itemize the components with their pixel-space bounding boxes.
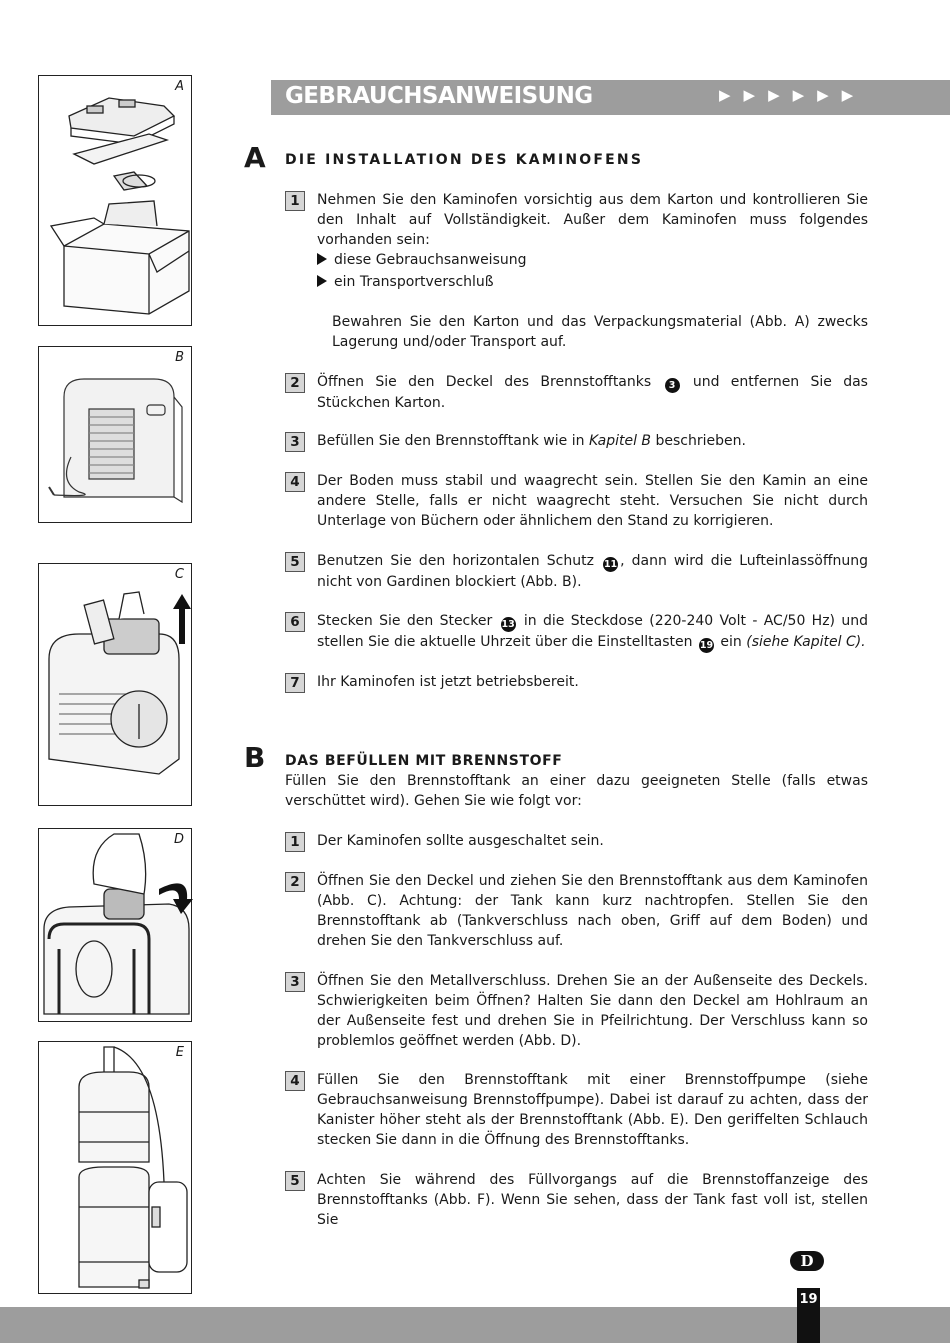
page-title: GEBRAUCHSANWEISUNG [285, 83, 593, 109]
component-ref: 13 [501, 619, 515, 630]
step-text: Achten Sie während des Füllvorgangs auf die Brennstoffanzeige des Brennstofftanks (Abb. F). Wenn Sie sehen, dass der Tank fast voll ist, stellen Sie [317, 1172, 868, 1228]
page-number: 19 [797, 1288, 820, 1343]
figure-label: B [175, 350, 184, 365]
step-number: 1 [285, 832, 305, 852]
figure-label: D [173, 832, 184, 847]
step-text: Befüllen Sie den Brennstofftank wie in Kapitel B beschrieben. [317, 433, 746, 449]
section-title-a: DIE INSTALLATION DES KAMINOFENS [285, 152, 644, 168]
bullet-item: diese Gebrauchsanweisung [317, 250, 527, 270]
figure-label: C [174, 567, 184, 582]
note-text: Bewahren Sie den Karton und das Verpackungsmaterial (Abb. A) zwecks Lagerung und/oder Transport auf. [332, 314, 868, 350]
step-text: Der Boden muss stabil und waagrecht sein. Stellen Sie den Kamin an eine andere Stelle, falls er nicht waagrecht steht. Versuchen Sie nicht durch Unterlage von Büchern oder ähnlichem den Stand zu korrigieren. [317, 473, 868, 529]
step-number: 5 [285, 1171, 305, 1191]
figure-c [38, 563, 192, 806]
step-number: 3 [285, 432, 305, 452]
step-text: Ihr Kaminofen ist jetzt betriebsbereit. [317, 674, 579, 690]
step-number: 2 [285, 872, 305, 892]
fuel-pump-illustration [39, 1042, 193, 1295]
section-title-b: DAS BEFÜLLEN MIT BRENNSTOFF [285, 753, 563, 769]
step-number: 3 [285, 972, 305, 992]
triangle-bullet-icon [317, 275, 327, 287]
step-number: 7 [285, 673, 305, 693]
section-letter-b: B [244, 741, 266, 774]
figure-d [38, 828, 192, 1022]
figure-label: E [175, 1045, 184, 1060]
heater-back-illustration [39, 347, 193, 524]
bullet-item: ein Transportverschluß [317, 272, 494, 292]
triangle-bullet-icon [317, 253, 327, 265]
figure-b [38, 346, 192, 523]
step-text: Öffnen Sie den Deckel des Brennstofftanks 3 und entfernen Sie das Stückchen Karton. [317, 374, 868, 411]
header-bar [271, 80, 950, 115]
step-text: Benutzen Sie den horizontalen Schutz 11 , dann wird die Lufteinlassöffnung nicht von Gardinen blockiert (Abb. B). [317, 553, 869, 590]
section-intro: Füllen Sie den Brennstofftank an einer dazu geeigneten Stelle (falls etwas verschüttet wird). Gehen Sie wie folgt vor: [285, 773, 868, 809]
component-ref: 19 [699, 640, 714, 651]
step-text: Nehmen Sie den Kaminofen vorsichtig aus dem Karton und kontrollieren Sie den Inhalt auf Vollständigkeit. Außer dem Kaminofen muss folgendes vorhanden sein: [317, 192, 868, 248]
header-arrows: ▶▶▶▶▶▶ [719, 86, 867, 104]
step-text: Öffnen Sie den Metallverschluss. Drehen Sie an der Außenseite des Deckels. Schwierigkeiten beim Öffnen? Halten Sie dann den Deckel am Hohlraum an der Außenseite fest und drehen Sie in Pfeilrichtung. Der Verschluss kann so problemlos geöffnet werden (Abb. D). [317, 973, 868, 1049]
step-text: Füllen Sie den Brennstofftank mit einer Brennstoffpumpe (siehe Gebrauchsanweisung Brennstoffpumpe). Dabei ist darauf zu achten, dass der Kanister höher steht als der Brennstofftank (Abb. E). Den geriffelten Schlauch stecken Sie dann in die Öffnung des Brennstofftanks. [317, 1072, 868, 1148]
step-number: 6 [285, 612, 305, 632]
figure-e [38, 1041, 192, 1294]
cap-opening-illustration [39, 829, 193, 1023]
step-text: Öffnen Sie den Deckel und ziehen Sie den Brennstofftank aus dem Kaminofen (Abb. C). Achtung: der Tank kann kurz nachtropfen. Stellen Sie den Brennstofftank ab (Tankverschluss nach oben, Griff auf dem Boden) und drehen Sie den Tankverschluss auf. [317, 873, 868, 949]
step-text: Stecken Sie den Stecker 13 in die Steckdose (220-240 Volt - AC/50 Hz) und stellen Sie die aktuelle Uhrzeit über die Einstelltasten 19 ein (siehe Kapitel C). [317, 613, 868, 651]
section-letter-a: A [244, 141, 266, 174]
figure-label: A [175, 79, 184, 94]
step-number: 1 [285, 191, 305, 211]
step-number: 2 [285, 373, 305, 393]
step-number: 4 [285, 1071, 305, 1091]
step-number: 5 [285, 552, 305, 572]
box-unpacking-illustration [39, 76, 193, 327]
component-ref: 3 [665, 378, 680, 393]
step-text: Der Kaminofen sollte ausgeschaltet sein. [317, 833, 604, 849]
component-ref: 11 [603, 559, 618, 570]
step-number: 4 [285, 472, 305, 492]
figure-a [38, 75, 192, 326]
tank-removal-illustration [39, 564, 193, 807]
language-badge: D [790, 1251, 824, 1271]
